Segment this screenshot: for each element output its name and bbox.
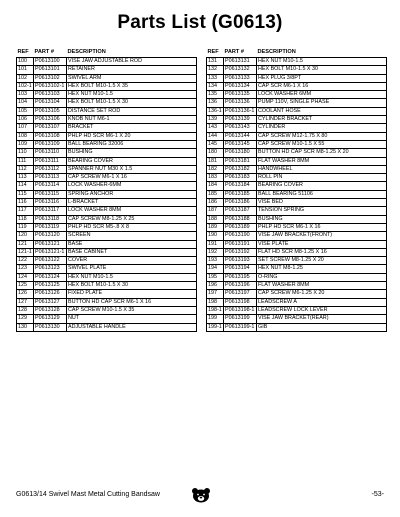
- ref-cell: 195: [207, 273, 224, 281]
- table-row: [17, 248, 197, 256]
- table-row: [207, 282, 387, 290]
- table-row: [17, 149, 197, 157]
- description-cell: HANDWHEEL: [257, 165, 387, 173]
- part-number-cell: P0613191: [224, 240, 257, 248]
- description-cell: CYLINDER: [257, 124, 387, 132]
- ref-cell: 120: [17, 232, 34, 240]
- part-number-cell: P0613122: [34, 257, 67, 265]
- table-row: [207, 273, 387, 281]
- ref-cell: 103: [17, 91, 34, 99]
- description-cell: GIB: [257, 323, 387, 331]
- description-cell: VISE PLATE: [257, 240, 387, 248]
- ref-cell: 109: [17, 140, 34, 148]
- table-row: [17, 240, 197, 248]
- description-cell: VISE JAW ADJUSTABLE ROD: [67, 58, 197, 66]
- table-row: [17, 107, 197, 115]
- part-number-cell: P0613188: [224, 215, 257, 223]
- part-number-cell: P0613120: [34, 232, 67, 240]
- description-cell: SPANNER NUT M30 X 1.5: [67, 165, 197, 173]
- description-cell: FLAT WASHER 8MM: [257, 157, 387, 165]
- ref-cell: 192: [207, 248, 224, 256]
- ref-cell: 136-1: [208, 107, 222, 114]
- table-row: [17, 140, 197, 148]
- ref-cell: 196: [207, 282, 224, 290]
- part-number-cell: P0613132: [224, 66, 257, 74]
- ref-cell: 121: [17, 240, 34, 248]
- description-cell: CAP SCREW M10-1.5 X 55: [257, 140, 387, 148]
- part-number-cell: P0613194: [224, 265, 257, 273]
- ref-cell: 121-1: [18, 248, 32, 255]
- description-cell: CAP SCREW M6-1.25 X 20: [257, 290, 387, 298]
- description-cell: BRACKET: [67, 124, 197, 132]
- parts-table-right: [206, 48, 387, 332]
- part-number-cell: P0613108: [34, 132, 67, 140]
- table-row: [207, 257, 387, 265]
- table-row: [207, 58, 387, 66]
- description-cell: HEX NUT M10-1.5: [257, 58, 387, 66]
- table-row: [207, 74, 387, 82]
- part-number-cell: P0613105: [34, 107, 67, 115]
- table-row: [17, 99, 197, 107]
- description-cell: CAP SCREW M6-1 X 16: [67, 174, 197, 182]
- ref-cell: 129: [17, 315, 34, 323]
- table-row: [17, 232, 197, 240]
- ref-cell: 130: [17, 323, 34, 331]
- table-row: [17, 257, 197, 265]
- table-row: [207, 298, 387, 306]
- description-cell: PHLP HD SCR M5-.8 X 8: [67, 223, 197, 231]
- table-row: [17, 207, 197, 215]
- description-cell: DISTANCE SET ROD: [67, 107, 197, 115]
- ref-cell: 112: [17, 165, 34, 173]
- table-row: [17, 116, 197, 124]
- table-row: [17, 66, 197, 74]
- part-number-cell: P0613136-1: [224, 107, 257, 115]
- part-number-cell: P0613109: [34, 140, 67, 148]
- description-cell: SWIVEL ARM: [67, 74, 197, 82]
- ref-cell: 111: [17, 157, 34, 165]
- table-row: [17, 91, 197, 99]
- table-row: [17, 82, 197, 90]
- description-cell: BASE CABINET: [67, 248, 197, 256]
- table-row: [207, 240, 387, 248]
- ref-cell: 102-1: [18, 82, 32, 89]
- part-number-cell: P0613184: [224, 182, 257, 190]
- ref-cell: 110: [17, 149, 34, 157]
- table-row: [17, 215, 197, 223]
- table-row: [17, 165, 197, 173]
- description-cell: HEX BOLT M10-1.5 X 30: [67, 99, 197, 107]
- part-number-cell: P0613126: [34, 290, 67, 298]
- ref-cell: 131: [207, 58, 224, 66]
- part-number-cell: P0613113: [34, 174, 67, 182]
- part-number-cell: P0613195: [224, 273, 257, 281]
- table-row: [207, 66, 387, 74]
- table-header-row: [207, 48, 387, 58]
- description-cell: FLAT WASHER 8MM: [257, 282, 387, 290]
- part-number-cell: P0613199-1: [224, 323, 257, 331]
- part-number-cell: P0613118: [34, 215, 67, 223]
- page-footer: [16, 487, 384, 503]
- ref-cell: 143: [207, 124, 224, 132]
- table-row: [207, 306, 387, 314]
- part-number-cell: P0613136: [224, 99, 257, 107]
- description-cell: VISE BED: [257, 199, 387, 207]
- page-number: -53-: [371, 491, 384, 498]
- description-cell: CAP SCREW M8-1.25 X 25: [67, 215, 197, 223]
- description-header: DESCRIPTION: [67, 49, 106, 55]
- ref-cell: 184: [207, 182, 224, 190]
- ref-cell: 116: [17, 199, 34, 207]
- table-row: [207, 199, 387, 207]
- parts-tables: [16, 48, 387, 332]
- part-number-cell: P0613104: [34, 99, 67, 107]
- table-row: [207, 323, 387, 331]
- table-header-row: [17, 48, 197, 58]
- table-row: [207, 99, 387, 107]
- part-number-cell: P0613125: [34, 282, 67, 290]
- ref-cell: 183: [207, 174, 224, 182]
- part-number-cell: P0613124: [34, 273, 67, 281]
- ref-cell: 100: [17, 58, 34, 66]
- ref-cell: 136: [207, 99, 224, 107]
- description-cell: HEX NUT M8-1.25: [257, 265, 387, 273]
- part-number-cell: P0613145: [224, 140, 257, 148]
- description-cell: L-BRACKET: [67, 199, 197, 207]
- description-cell: BUSHING: [67, 149, 197, 157]
- table-row: [207, 149, 387, 157]
- description-cell: CYLINDER BRACKET: [257, 116, 387, 124]
- ref-cell: 117: [17, 207, 34, 215]
- part-number-cell: P0613110: [34, 149, 67, 157]
- description-cell: PHLP HD SCR M6-1 X 16: [257, 223, 387, 231]
- description-cell: COVER: [67, 257, 197, 265]
- description-cell: O-RING: [257, 273, 387, 281]
- ref-cell: 194: [207, 265, 224, 273]
- ref-cell: 191: [207, 240, 224, 248]
- part-number-cell: P0613197: [224, 290, 257, 298]
- table-row: [207, 116, 387, 124]
- description-cell: BASE: [67, 240, 197, 248]
- part-number-cell: P0613180: [224, 149, 257, 157]
- description-cell: HEX BOLT M10-1.5 X 35: [67, 82, 197, 90]
- part-number-cell: P0613128: [34, 306, 67, 314]
- description-cell: SPRING ANCHOR: [67, 190, 197, 198]
- part-number-cell: P0613103: [34, 91, 67, 99]
- table-row: [17, 74, 197, 82]
- ref-cell: 123: [17, 265, 34, 273]
- description-cell: VISE JAW BRACKET(REAR): [257, 315, 387, 323]
- ref-cell: 134: [207, 82, 224, 90]
- part-number-cell: P0613116: [34, 199, 67, 207]
- bear-logo-icon: [190, 487, 212, 503]
- ref-cell: 104: [17, 99, 34, 107]
- description-cell: COOLANT HOSE: [257, 107, 387, 115]
- table-row: [207, 215, 387, 223]
- description-cell: PUMP 110V, SINGLE PHASE: [257, 99, 387, 107]
- ref-cell: 144: [207, 132, 224, 140]
- table-row: [207, 140, 387, 148]
- part-number-cell: P0613187: [224, 207, 257, 215]
- ref-cell: 188: [207, 215, 224, 223]
- part-number-cell: P0613112: [34, 165, 67, 173]
- ref-cell: 135: [207, 91, 224, 99]
- ref-cell: 199-1: [208, 323, 222, 330]
- description-cell: CAP SCR M6-1 X 16: [257, 82, 387, 90]
- part-number-cell: P0613134: [224, 82, 257, 90]
- part-number-cell: P0613135: [224, 91, 257, 99]
- table-row: [17, 174, 197, 182]
- ref-cell: 189: [207, 223, 224, 231]
- ref-cell: 108: [17, 132, 34, 140]
- part-number-cell: P0613192: [224, 248, 257, 256]
- ref-cell: 182: [207, 165, 224, 173]
- ref-cell: 139: [207, 116, 224, 124]
- description-cell: LEADSCREW A: [257, 298, 387, 306]
- table-row: [17, 190, 197, 198]
- ref-cell: 186: [207, 199, 224, 207]
- table-row: [207, 265, 387, 273]
- description-cell: KNOB NUT M6-1: [67, 116, 197, 124]
- ref-cell: 193: [207, 257, 224, 265]
- table-row: [207, 91, 387, 99]
- description-cell: HEX NUT M10-1.5: [67, 273, 197, 281]
- table-row: [17, 282, 197, 290]
- ref-cell: 132: [207, 66, 224, 74]
- description-cell: BEARING COVER: [67, 157, 197, 165]
- ref-cell: 101: [17, 66, 34, 74]
- part-number-cell: P0613144: [224, 132, 257, 140]
- table-row: [17, 132, 197, 140]
- description-cell: TENSION SPRING: [257, 207, 387, 215]
- ref-cell: 181: [207, 157, 224, 165]
- description-cell: FLAT HD SCR M8-1.25 X 16: [257, 248, 387, 256]
- part-number-cell: P0613198: [224, 298, 257, 306]
- table-row: [207, 190, 387, 198]
- part-number-cell: P0613198-1: [224, 306, 257, 314]
- description-cell: BUTTON HD CAP SCR M8-1.25 X 20: [257, 149, 387, 157]
- description-cell: CAP SCREW M12-1.75 X 80: [257, 132, 387, 140]
- table-row: [207, 315, 387, 323]
- ref-cell: 180: [207, 149, 224, 157]
- part-number-cell: P0613185: [224, 190, 257, 198]
- table-row: [207, 207, 387, 215]
- part-number-cell: P0613129: [34, 315, 67, 323]
- part-number-cell: P0613121-1: [34, 248, 67, 256]
- part-number-cell: P0613102-1: [34, 82, 67, 90]
- table-row: [207, 223, 387, 231]
- part-number-cell: P0613100: [34, 58, 67, 66]
- part-number-cell: P0613196: [224, 282, 257, 290]
- ref-cell: 118: [17, 215, 34, 223]
- table-row: [207, 157, 387, 165]
- description-cell: BUSHING: [257, 215, 387, 223]
- ref-cell: 128: [17, 306, 34, 314]
- table-row: [207, 124, 387, 132]
- footer-model-title: G0613/14 Swivel Mast Metal Cutting Bandsaw: [16, 491, 160, 498]
- description-cell: LOCK WASHER-6MM: [67, 182, 197, 190]
- part-number-cell: P0613127: [34, 298, 67, 306]
- table-row: [17, 290, 197, 298]
- ref-cell: 113: [17, 174, 34, 182]
- part-number-cell: P0613119: [34, 223, 67, 231]
- description-cell: BEARING COVER: [257, 182, 387, 190]
- table-row: [207, 132, 387, 140]
- ref-cell: 102: [17, 74, 34, 82]
- ref-cell: 114: [17, 182, 34, 190]
- parts-table-left-body: [17, 58, 197, 332]
- part-number-cell: P0613107: [34, 124, 67, 132]
- part-number-cell: P0613182: [224, 165, 257, 173]
- part-number-cell: P0613183: [224, 174, 257, 182]
- table-row: [207, 107, 387, 115]
- ref-cell: 105: [17, 107, 34, 115]
- part-number-cell: P0613131: [224, 58, 257, 66]
- table-row: [17, 323, 197, 331]
- ref-cell: 198-1: [208, 306, 222, 313]
- parts-table-left: [16, 48, 197, 332]
- part-number-cell: P0613190: [224, 232, 257, 240]
- table-row: [207, 290, 387, 298]
- ref-cell: 185: [207, 190, 224, 198]
- part-number-cell: P0613181: [224, 157, 257, 165]
- description-cell: VISE JAW BRACKET(FRONT): [257, 232, 387, 240]
- part-number-cell: P0613143: [224, 124, 257, 132]
- ref-cell: 190: [207, 232, 224, 240]
- table-row: [207, 165, 387, 173]
- ref-header: REF: [207, 49, 219, 55]
- description-cell: BALL BEARING 51106: [257, 190, 387, 198]
- part-number-cell: P0613117: [34, 207, 67, 215]
- description-cell: NUT: [67, 315, 197, 323]
- ref-cell: 127: [17, 298, 34, 306]
- description-cell: BUTTON HD CAP SCR M6-1 X 16: [67, 298, 197, 306]
- page-title: Parts List (G0613): [117, 12, 283, 33]
- table-row: [17, 223, 197, 231]
- part-number-cell: P0613123: [34, 265, 67, 273]
- ref-cell: 133: [207, 74, 224, 82]
- ref-cell: 126: [17, 290, 34, 298]
- part-number-cell: P0613133: [224, 74, 257, 82]
- description-cell: SCREEN: [67, 232, 197, 240]
- table-row: [207, 232, 387, 240]
- part-number-cell: P0613186: [224, 199, 257, 207]
- table-row: [17, 157, 197, 165]
- table-row: [17, 199, 197, 207]
- ref-cell: 197: [207, 290, 224, 298]
- description-cell: SWIVEL PLATE: [67, 265, 197, 273]
- part-number-cell: P0613115: [34, 190, 67, 198]
- description-cell: LEADSCREW LOCK LEVER: [257, 306, 387, 314]
- part-number-cell: P0613199: [224, 315, 257, 323]
- part-number-cell: P0613106: [34, 116, 67, 124]
- table-row: [17, 182, 197, 190]
- table-row: [207, 82, 387, 90]
- ref-cell: 107: [17, 124, 34, 132]
- description-cell: ADJUSTABLE HANDLE: [67, 323, 197, 331]
- table-row: [207, 182, 387, 190]
- part-number-cell: P0613189: [224, 223, 257, 231]
- part-number-cell: P0613193: [224, 257, 257, 265]
- part-number-cell: P0613130: [34, 323, 67, 331]
- part-number-cell: P0613121: [34, 240, 67, 248]
- parts-table-right-body: [207, 58, 387, 332]
- part-number-cell: P0613114: [34, 182, 67, 190]
- ref-cell: 115: [17, 190, 34, 198]
- description-cell: LOCK WASHER 8MM: [67, 207, 197, 215]
- description-cell: FIXED PLATE: [67, 290, 197, 298]
- description-header: DESCRIPTION: [257, 49, 296, 55]
- table-row: [17, 124, 197, 132]
- table-row: [17, 273, 197, 281]
- table-row: [17, 298, 197, 306]
- part-header: PART #: [34, 49, 54, 55]
- description-cell: BALL BEARING 32006: [67, 140, 197, 148]
- ref-cell: 187: [207, 207, 224, 215]
- part-header: PART #: [224, 49, 244, 55]
- description-cell: ROLL PIN: [257, 174, 387, 182]
- ref-cell: 119: [17, 223, 34, 231]
- ref-cell: 199: [207, 315, 224, 323]
- ref-header: REF: [17, 49, 29, 55]
- table-row: [17, 315, 197, 323]
- ref-cell: 145: [207, 140, 224, 148]
- table-row: [17, 265, 197, 273]
- ref-cell: 198: [207, 298, 224, 306]
- description-cell: SET SCREW M8-1.25 X 20: [257, 257, 387, 265]
- part-number-cell: P0613111: [34, 157, 67, 165]
- table-row: [207, 248, 387, 256]
- description-cell: HEX PLUG 3/8PT: [257, 74, 387, 82]
- ref-cell: 122: [17, 257, 34, 265]
- description-cell: LOCK WASHER 6MM: [257, 91, 387, 99]
- description-cell: CAP SCREW M10-1.5 X 35: [67, 306, 197, 314]
- description-cell: HEX NUT M10-1.5: [67, 91, 197, 99]
- table-row: [17, 58, 197, 66]
- part-number-cell: P0613101: [34, 66, 67, 74]
- description-cell: PHLP HD SCR M6-1 X 20: [67, 132, 197, 140]
- ref-cell: 106: [17, 116, 34, 124]
- table-row: [17, 306, 197, 314]
- description-cell: HEX BOLT M10-1.5 X 30: [67, 282, 197, 290]
- table-row: [207, 174, 387, 182]
- description-cell: HEX BOLT M10-1.5 X 30: [257, 66, 387, 74]
- ref-cell: 125: [17, 282, 34, 290]
- description-cell: RETAINER: [67, 66, 197, 74]
- part-number-cell: P0613102: [34, 74, 67, 82]
- part-number-cell: P0613139: [224, 116, 257, 124]
- ref-cell: 124: [17, 273, 34, 281]
